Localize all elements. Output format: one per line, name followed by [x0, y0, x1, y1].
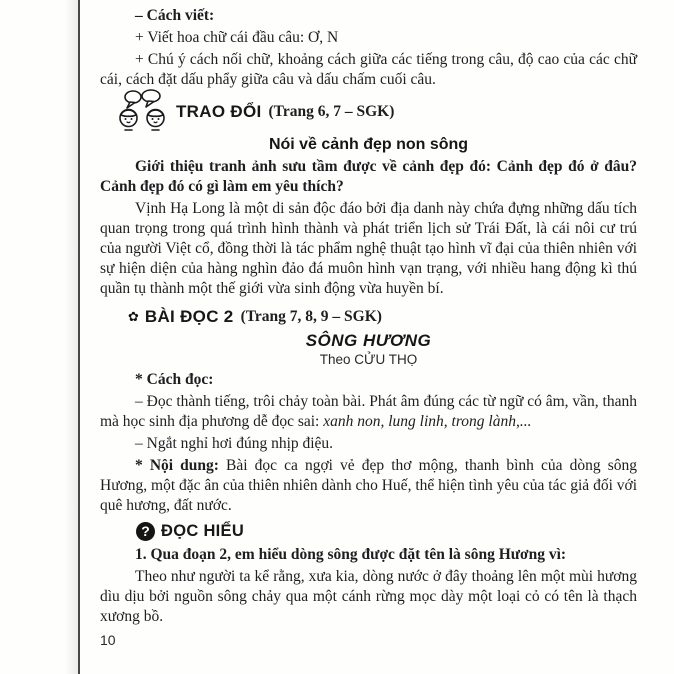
cach-viet-item-1: + Viết hoa chữ cái đầu câu: Ơ, N — [135, 29, 339, 46]
flower-icon: ✿ — [128, 309, 139, 325]
doc-hieu-title: ĐỌC HIỂU — [161, 521, 245, 540]
page-content — [100, 6, 637, 648]
trao-doi-prompt: Giới thiệu tranh ảnh sưu tầm được về cảnh đẹp đó: Cảnh đẹp đó ở đâu? Cảnh đẹp đó có gì làm em yêu thích? — [100, 158, 637, 195]
doc-hieu-question-1: 1. Qua đoạn 2, em hiểu dòng sông được đặt tên là sông Hương vì: — [135, 546, 567, 563]
page-edge-shading — [64, 0, 78, 674]
kids-talking-icon — [116, 89, 168, 133]
noi-dung-text: Bài đọc ca ngợi vẻ đẹp thơ mộng, thanh bình của dòng sông Hương, một đặc ân của thiên nhiên dành cho Huế, thể hiện tình yêu của tác giả đối với quê hương, đất nước. — [100, 457, 637, 514]
trao-doi-section-header — [116, 90, 637, 134]
cach-doc-heading: * Cách đọc: — [135, 371, 214, 388]
cach-doc-item-1 — [100, 392, 637, 432]
page-number: 10 — [100, 632, 116, 648]
page-edge-line — [78, 0, 80, 674]
question-mark-circle-icon: ? — [136, 522, 155, 541]
reading-title: SÔNG HƯƠNG — [305, 331, 432, 350]
reading-author: Theo CỬU THỌ — [319, 352, 418, 367]
cach-viet-item-2: + Chú ý cách nối chữ, khoảng cách giữa các tiếng trong câu, độ cao của các chữ cái, cách đặt dấu phẩy giữa câu và dấu chấm cuối câu. — [100, 51, 637, 88]
cach-doc-item-2: – Ngắt nghỉ hơi đúng nhịp điệu. — [135, 435, 334, 452]
trao-doi-subtitle: Nói về cảnh đẹp non sông — [268, 136, 469, 153]
bai-doc-2-pages-ref: (Trang 7, 8, 9 – SGK) — [240, 308, 382, 325]
bai-doc-2-title: BÀI ĐỌC 2 — [144, 307, 234, 326]
noi-dung-paragraph — [100, 456, 637, 516]
doc-hieu-answer-1: Theo như người ta kể rằng, xưa kia, dòng nước ở đây thoảng lên một mùi hương dìu dịu bởi nguồn sông chảy qua một cánh rừng mọc dày một loại cỏ có tên là thạch xương bồ. — [100, 568, 637, 625]
trao-doi-pages-ref: (Trang 6, 7 – SGK) — [268, 103, 395, 120]
trao-doi-answer: Vịnh Hạ Long là một di sản độc đáo bởi địa danh này chứa đựng những dấu tích quan trọng trong quá trình hình thành và phát triển lịch sử Trái Đất, là cái nôi cư trú của người Việt cổ, đồng thời là tác phẩm nghệ thuật tạo hình vĩ đại của thiên nhiên với sự hiện diện của hàng nghìn đảo đá muôn hình vạn trạng, với nhiều hang động kì thú quần tụ thành một thế giới vừa sinh động vừa huyền bí. — [100, 200, 637, 297]
cach-viet-heading: – Cách viết: — [135, 7, 215, 24]
doc-hieu-section-header — [136, 519, 637, 543]
cach-doc-item-1-examples: xanh non, lung linh, trong lành,... — [323, 413, 532, 430]
trao-doi-title: TRAO ĐỔI — [176, 102, 262, 121]
noi-dung-label: * Nội dung: — [135, 457, 219, 474]
cach-doc-item-1-text: – Đọc thành tiếng, trôi chảy toàn bài. Phát âm đúng các từ ngữ có âm, vần, thanh mà học sinh địa phương dễ đọc sai: — [100, 393, 637, 430]
bai-doc-2-section-header — [128, 306, 637, 328]
